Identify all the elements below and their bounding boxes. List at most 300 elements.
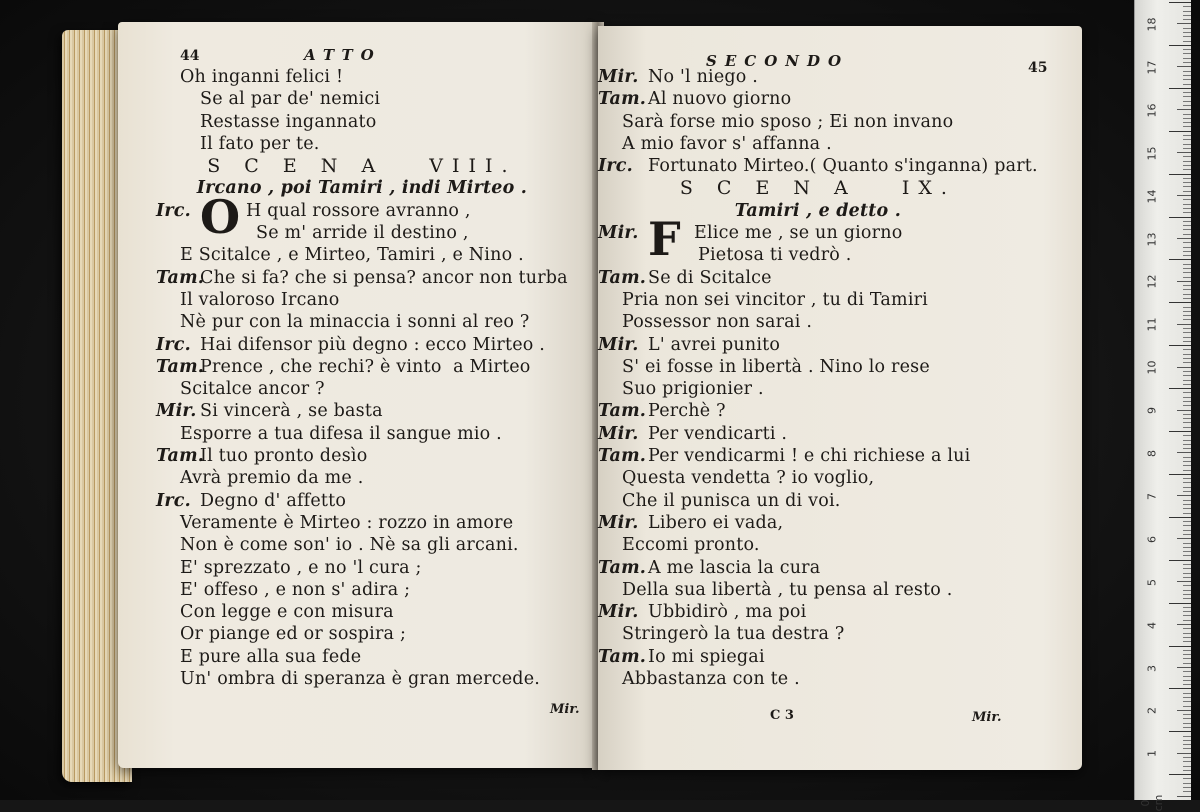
ruler-tick [1183,414,1191,415]
text-line [156,334,568,356]
speaker-label: Tam. [156,446,205,467]
ruler-tick [1183,15,1191,16]
cast-list: Ircano , poi Tamiri , indi Mirteo . [196,178,528,199]
ruler-tick [1183,693,1191,694]
verse-text: Ubbidirò , ma poi [648,602,807,623]
scene-heading: S C E N A VIII. [207,155,517,178]
verse-text: Abbastanza con te . [622,669,800,690]
verse-text: Il tuo pronto desìo [200,446,368,467]
speaker-label: Tam. [598,267,647,288]
ruler-tick [1183,633,1191,634]
ruler-tick [1183,186,1191,187]
ruler-tick [1183,105,1191,106]
ruler-tick [1183,448,1191,449]
verse-text: Il valoroso Ircano [180,289,340,310]
text-line [598,311,1038,333]
ruler-tick [1183,58,1191,59]
ruler-tick [1183,358,1191,359]
verse-text: Della sua libertà , tu pensa al resto . [622,579,953,600]
ruler-tick [1183,182,1191,183]
verse-text: Avrà premio da me . [180,468,364,489]
verse-text: Esporre a tua difesa il sangue mio . [180,423,502,444]
right-catchword: Mir. [972,710,1002,725]
ruler-tick [1183,457,1191,458]
ruler-tick [1183,199,1191,200]
ruler-tick [1177,152,1191,153]
ruler-tick [1183,384,1191,385]
ruler-label: 14 [1145,189,1159,204]
ruler-tick [1169,388,1191,389]
ruler-tick [1183,11,1191,12]
ruler-label: 3 [1145,664,1159,672]
text-line [598,490,1038,512]
speaker-label: Mir. [598,223,639,244]
ruler-tick [1183,319,1191,320]
ruler-tick [1183,525,1191,526]
ruler-tick [1169,2,1191,3]
ruler-tick [1183,530,1191,531]
verse-text: Hai difensor più degno : ecco Mirteo . [200,334,546,355]
text-line [156,66,568,88]
ruler-tick [1177,109,1191,110]
verse-text: Fortunato Mirteo.( Quanto s'inganna) part. [648,156,1038,177]
ruler-tick [1183,251,1191,252]
verse-text: Or piange ed or sospira ; [180,624,407,645]
ruler-label: 12 [1145,274,1159,289]
ruler-tick [1183,723,1191,724]
ruler-tick [1183,169,1191,170]
text-line [598,267,1038,289]
ruler-tick [1183,148,1191,149]
text-line [598,557,1038,579]
ruler-label: 16 [1145,103,1159,118]
ruler-label: 8 [1145,450,1159,457]
ruler-tick [1183,229,1191,230]
ruler-tick [1183,543,1191,544]
verse-text: E pure alla sua fede [180,646,362,667]
text-line [598,111,1038,133]
ruler-tick [1183,748,1191,749]
ruler-tick [1183,684,1191,685]
ruler-tick [1183,611,1191,612]
verse-text: Per vendicarti . [648,423,788,444]
verse-text: Se m' arride il destino , [256,223,469,244]
ruler-label: 10 [1145,360,1159,375]
cast-list: Tamiri , e detto . [734,200,901,221]
ruler-tick [1183,126,1191,127]
ruler-label: 5 [1145,578,1159,586]
ruler-tick [1177,367,1191,368]
verse-text: Se al par de' nemici [200,89,381,110]
text-line [598,646,1038,668]
speaker-label: Mir. [598,334,639,355]
ruler-tick [1169,302,1191,303]
ruler-tick [1183,19,1191,20]
ruler-tick [1183,272,1191,273]
ruler-tick [1177,452,1191,453]
ruler-tick [1183,508,1191,509]
text-line [598,623,1038,645]
ruler-tick [1183,41,1191,42]
ruler-tick [1177,324,1191,325]
text-line [598,289,1038,311]
ruler-tick [1183,62,1191,63]
ruler-tick [1183,247,1191,248]
ruler-tick [1183,594,1191,595]
drop-cap: F [648,212,681,267]
ruler-tick [1177,495,1191,496]
ruler-tick [1183,513,1191,514]
ruler-tick [1183,92,1191,93]
ruler-tick [1169,517,1191,518]
ruler-tick [1183,277,1191,278]
ruler-tick [1183,487,1191,488]
ruler-tick [1183,697,1191,698]
ruler-tick [1183,701,1191,702]
ruler-tick [1183,435,1191,436]
ruler-tick [1183,405,1191,406]
ruler-tick [1177,624,1191,625]
ruler-tick [1177,410,1191,411]
ruler-tick [1183,568,1191,569]
ruler-tick [1183,161,1191,162]
ruler-tick [1183,28,1191,29]
ruler-tick [1183,564,1191,565]
ruler-tick [1183,221,1191,222]
verse-text: Che si fa? che si pensa? ancor non turba [200,267,568,288]
ruler-tick [1183,787,1191,788]
verse-text: Libero ei vada, [648,512,784,533]
text-line [598,601,1038,623]
speaker-label: Tam. [598,557,647,578]
ruler-tick [1177,538,1191,539]
ruler-tick [1183,422,1191,423]
text-line [156,88,568,110]
ruler-tick [1169,774,1191,775]
ruler-tick [1183,418,1191,419]
ruler-tick [1183,84,1191,85]
ruler-label: 1 [1145,750,1159,758]
verse-text: Il fato per te. [200,133,320,154]
text-line [156,356,568,378]
ruler-tick [1183,590,1191,591]
speaker-label: Irc. [598,156,633,177]
text-line [598,66,1038,88]
text-line [156,557,568,579]
ruler-tick [1183,740,1191,741]
ruler-tick [1177,667,1191,668]
text-line [156,490,568,512]
ruler-tick [1183,79,1191,80]
text-line [156,133,568,155]
speaker-label: Irc. [156,334,191,355]
verse-text: Sarà forse mio sposo ; Ei non invano [622,111,954,132]
ruler-tick [1183,478,1191,479]
text-line [156,289,568,311]
verse-text: A mio favor s' affanna . [622,133,832,154]
ruler-tick [1183,718,1191,719]
ruler-tick [1183,706,1191,707]
ruler-tick [1177,195,1191,196]
ruler-tick [1183,315,1191,316]
text-line [156,222,568,244]
verse-text: Si vincerà , se basta [200,401,383,422]
verse-text: Pria non sei vincitor , tu di Tamiri [622,289,928,310]
ruler-label: 15 [1145,146,1159,161]
text-line [156,646,568,668]
ruler-tick [1183,285,1191,286]
ruler-tick [1183,375,1191,376]
left-running-head: ATTO [304,46,382,64]
ruler-tick [1183,289,1191,290]
ruler-tick [1183,307,1191,308]
text-line [156,311,568,333]
text-line [598,534,1038,556]
text-line [156,512,568,534]
speaker-label: Tam. [156,356,205,377]
ruler-tick [1169,259,1191,260]
ruler-tick [1183,354,1191,355]
ruler-tick [1183,268,1191,269]
text-line [598,423,1038,445]
ruler-tick [1169,603,1191,604]
ruler-tick [1183,615,1191,616]
text-line [156,423,568,445]
text-line [598,512,1038,534]
right-page-number: 45 [1028,60,1048,76]
verse-text: Non è come son' io . Nè sa gli arcani. [180,535,519,556]
ruler-tick [1183,294,1191,295]
verse-text: Se di Scitalce [648,267,772,288]
ruler-tick [1183,71,1191,72]
ruler-tick [1183,255,1191,256]
ruler-tick [1183,114,1191,115]
ruler-tick [1183,264,1191,265]
ruler-label: 4 [1145,621,1159,629]
verse-text: Io mi spiegai [648,646,765,667]
ruler-tick [1183,165,1191,166]
ruler-label: 0 cm [1139,794,1165,812]
verse-text: Elice me , se un giorno [694,223,903,244]
ruler-tick [1183,225,1191,226]
ruler-tick [1183,122,1191,123]
ruler-tick [1183,761,1191,762]
ruler-tick [1183,212,1191,213]
ruler-tick [1183,461,1191,462]
ruler-tick [1183,482,1191,483]
text-line [598,334,1038,356]
text-line [156,601,568,623]
ruler-tick [1183,332,1191,333]
ruler-tick [1183,736,1191,737]
ruler-tick [1183,380,1191,381]
speaker-label: Irc. [156,200,191,221]
ruler-tick [1183,551,1191,552]
ruler-tick [1169,131,1191,132]
verse-text: S' ei fosse in libertà . Nino lo rese [622,356,930,377]
verse-text: Perchè ? [648,401,726,422]
right-page [598,26,1082,770]
ruler-tick [1183,778,1191,779]
speaker-label: Mir. [598,512,639,533]
ruler-tick [1183,392,1191,393]
ruler-tick [1169,45,1191,46]
ruler-tick [1183,573,1191,574]
ruler-tick [1183,671,1191,672]
ruler-tick [1183,585,1191,586]
verse-text: Prence , che rechi? è vinto a Mirteo [200,356,531,377]
ruler-tick [1177,23,1191,24]
verse-text: Restasse ingannato [200,111,377,132]
ruler-tick [1183,658,1191,659]
left-catchword: Mir. [550,702,580,717]
ruler-label: 18 [1145,17,1159,32]
ruler-tick [1183,577,1191,578]
text-line [598,244,1038,266]
ruler-tick [1183,620,1191,621]
text-line [156,378,568,400]
ruler-tick [1169,560,1191,561]
speaker-label: Tam. [598,401,647,422]
text-line [598,467,1038,489]
ruler-tick [1183,397,1191,398]
verse-text: Per vendicarmi ! e chi richiese a lui [648,446,971,467]
verse-text: E Scitalce , e Mirteo, Tamiri , e Nino . [180,245,524,266]
ruler-tick [1183,607,1191,608]
verse-text: Eccomi pronto. [622,535,760,556]
text-line [598,88,1038,110]
text-line [156,668,568,690]
verse-text: Pietosa ti vedrò . [698,245,852,266]
text-line [156,579,568,601]
ruler-tick [1169,731,1191,732]
left-page-text [156,66,568,690]
ruler-label: 11 [1145,317,1159,332]
text-line [598,668,1038,690]
ruler-tick [1183,341,1191,342]
ruler-label: 17 [1145,60,1159,75]
ruler-tick [1183,101,1191,102]
text-line [156,244,568,266]
ruler-tick [1183,654,1191,655]
text-line [156,267,568,289]
measurement-ruler [1134,0,1191,812]
text-line [156,467,568,489]
verse-text: Stringerò la tua destra ? [622,624,845,645]
text-line [598,356,1038,378]
ruler-tick [1177,238,1191,239]
ruler-tick [1183,371,1191,372]
ruler-tick [1183,628,1191,629]
right-page-text [598,66,1038,690]
text-line [598,400,1038,422]
ruler-tick [1183,534,1191,535]
ruler-tick [1183,234,1191,235]
ruler-tick [1183,766,1191,767]
ruler-tick [1183,36,1191,37]
ruler-tick [1183,521,1191,522]
verse-text: Oh inganni felici ! [180,67,344,87]
ruler-tick [1183,547,1191,548]
ruler-tick [1183,555,1191,556]
ruler-label: 13 [1145,232,1159,246]
ruler-label: 7 [1145,492,1159,500]
ruler-tick [1183,401,1191,402]
ruler-tick [1183,791,1191,792]
ruler-tick [1183,144,1191,145]
ruler-tick [1183,641,1191,642]
verse-text: Con legge e con misura [180,602,394,623]
ruler-tick [1183,208,1191,209]
ruler-tick [1169,646,1191,647]
verse-text: Veramente è Mirteo : rozzo in amore [180,512,514,533]
verse-text: No 'l niego . [648,67,759,87]
verse-text: Scitalce ancor ? [180,379,325,400]
ruler-tick [1177,710,1191,711]
ruler-tick [1183,637,1191,638]
verse-text: Degno d' affetto [200,490,347,511]
ruler-tick [1183,118,1191,119]
left-page [118,22,596,768]
verse-text: L' avrei punito [648,334,781,355]
ruler-tick [1183,465,1191,466]
verse-text: E' sprezzato , e no 'l cura ; [180,557,422,578]
ruler-tick [1183,504,1191,505]
ruler-tick [1183,49,1191,50]
verse-text: Al nuovo giorno [648,89,792,110]
ruler-label: 6 [1145,535,1159,543]
ruler-tick [1183,135,1191,136]
right-running-head: SECONDO [706,52,850,70]
ruler-tick [1183,727,1191,728]
verse-text: H qual rossore avranno , [246,200,471,221]
ruler-tick [1183,663,1191,664]
text-line [156,534,568,556]
speaker-label: Mir. [598,67,639,87]
speaker-label: Irc. [156,490,191,511]
ruler-tick [1183,770,1191,771]
speaker-label: Tam. [598,446,647,467]
ruler-tick [1169,345,1191,346]
text-line [156,111,568,133]
verse-text: E' offeso , e non s' adira ; [180,579,411,600]
speaker-label: Tam. [156,267,205,288]
ruler-tick [1183,362,1191,363]
text-line [156,445,568,467]
ruler-tick [1183,32,1191,33]
ruler-tick [1169,431,1191,432]
left-page-number: 44 [180,48,200,64]
ruler-tick [1183,676,1191,677]
ruler-tick [1183,75,1191,76]
ruler-tick [1169,688,1191,689]
ruler-tick [1183,783,1191,784]
text-line [598,378,1038,400]
ruler-tick [1183,298,1191,299]
ruler-tick [1177,753,1191,754]
verse-text: Suo prigionier . [622,379,764,400]
ruler-tick [1183,6,1191,7]
ruler-tick [1183,757,1191,758]
scene-heading: S C E N A IX. [679,177,956,200]
ruler-tick [1183,491,1191,492]
text-line [156,400,568,422]
verse-text: Nè pur con la minaccia i sonni al reo ? [180,312,530,333]
ruler-tick [1183,427,1191,428]
ruler-tick [1177,281,1191,282]
text-line [156,623,568,645]
speaker-label: Mir. [156,401,197,422]
